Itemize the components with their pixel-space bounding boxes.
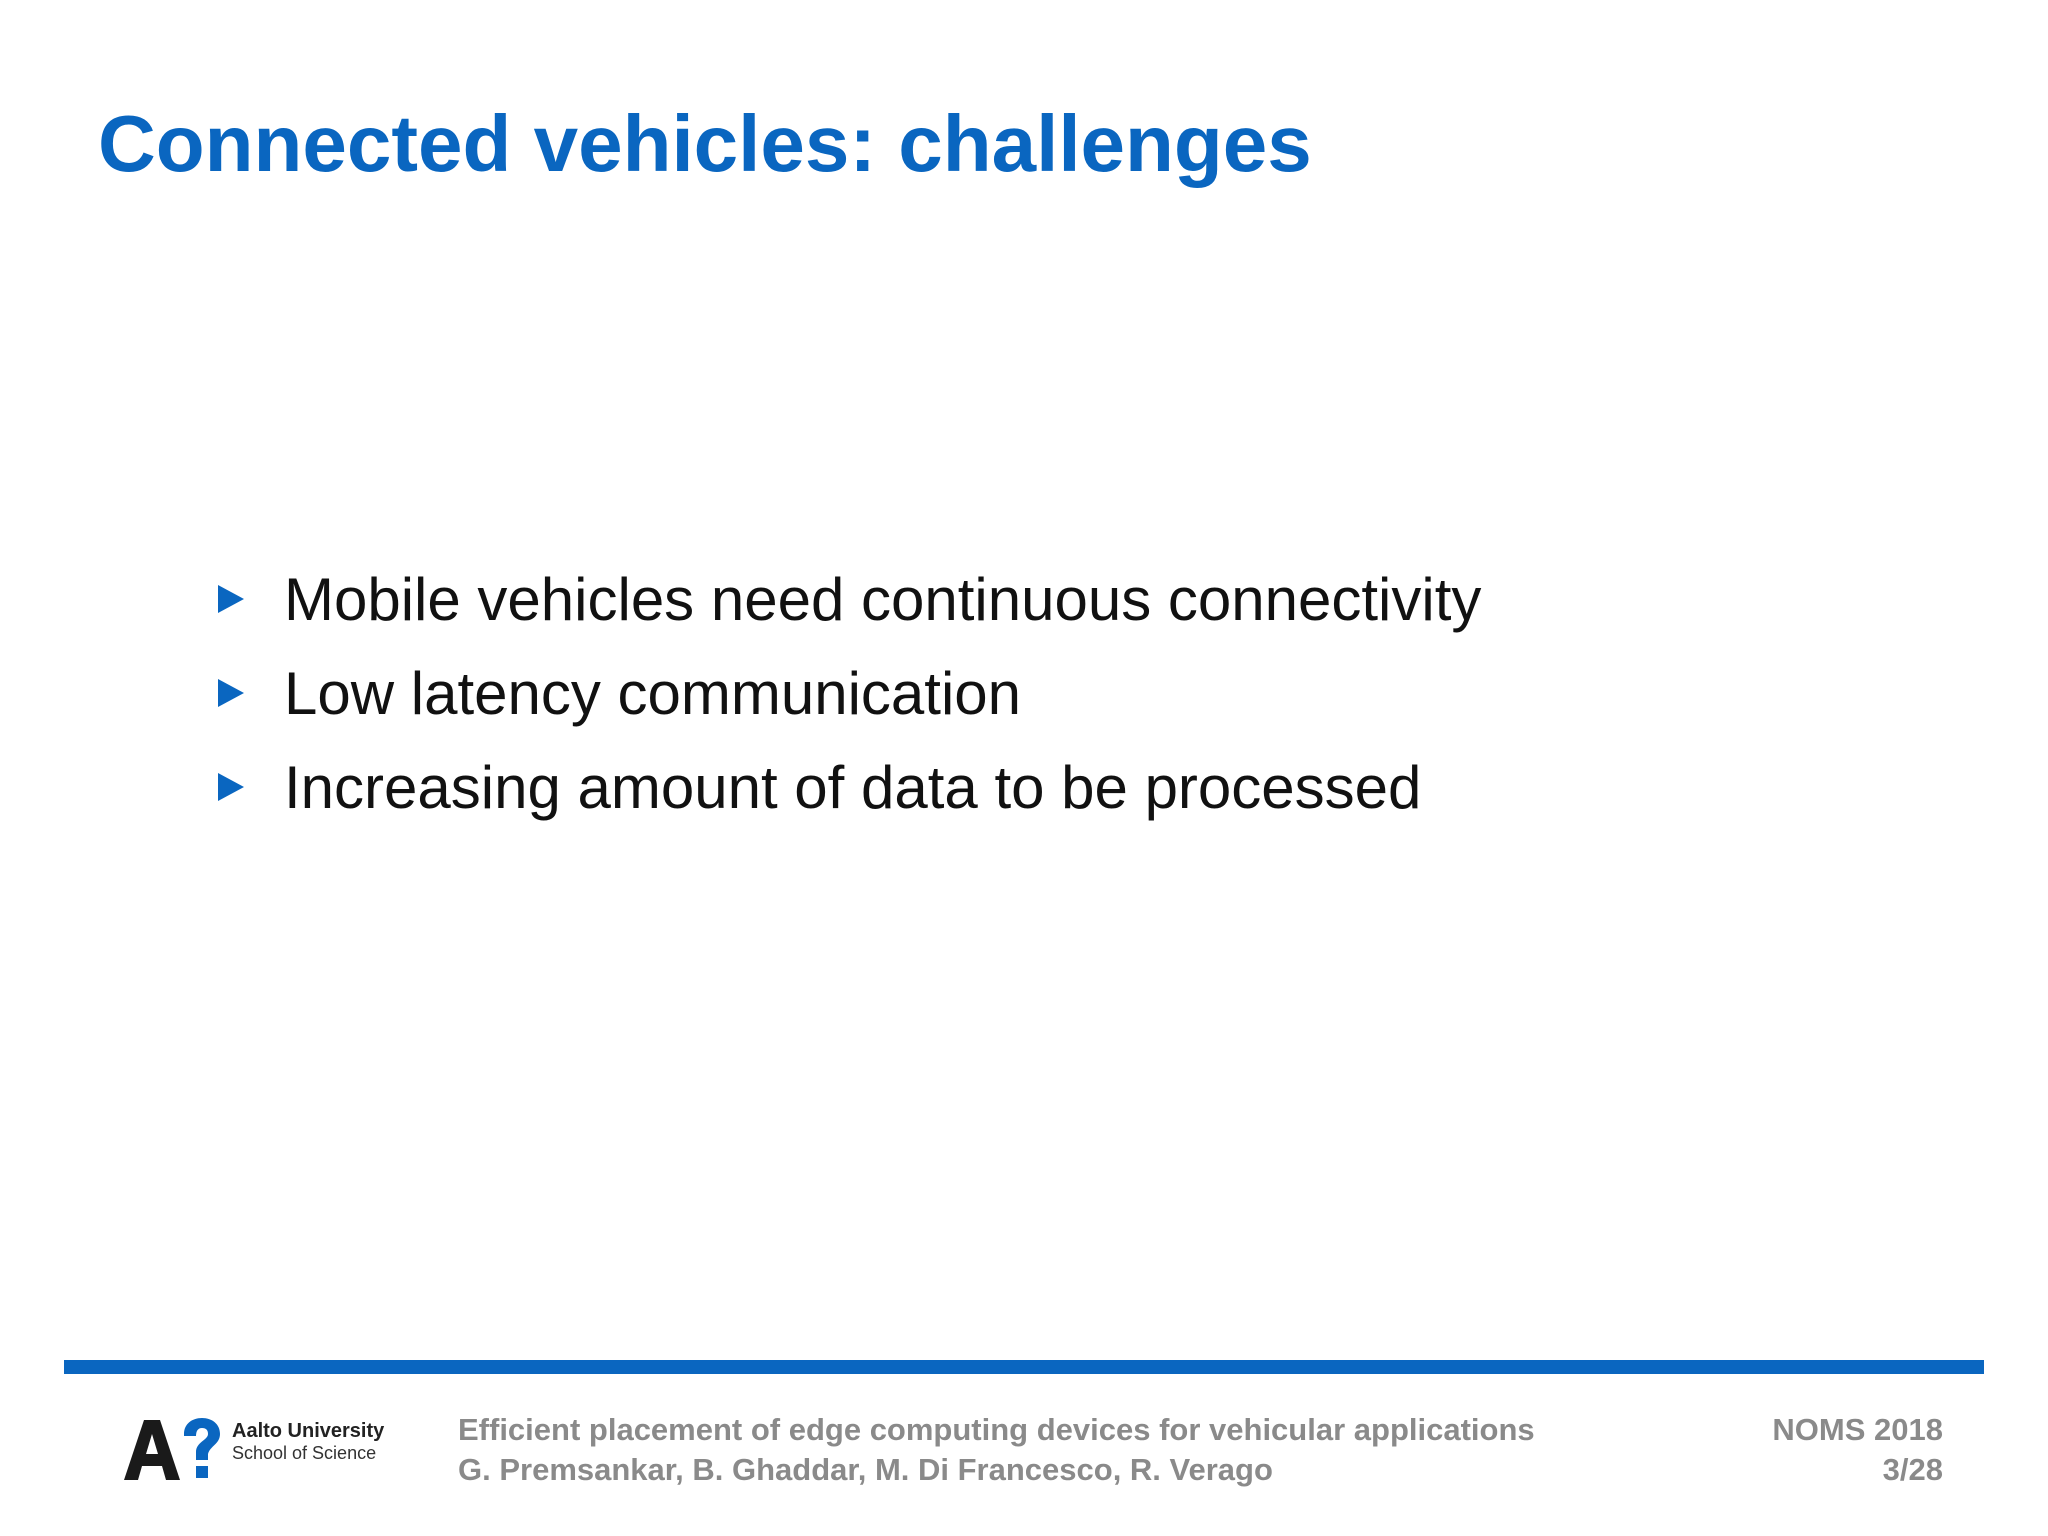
page-number: 3/28 — [1882, 1452, 1943, 1487]
bullet-list — [218, 552, 1481, 834]
bullet-text: Mobile vehicles need continuous connectivity — [284, 565, 1482, 633]
bullet-item — [218, 646, 1481, 740]
triangle-right-icon — [218, 773, 244, 801]
slide-title: Connected vehicles: challenges — [98, 99, 1312, 188]
triangle-right-icon — [218, 679, 244, 707]
triangle-right-icon — [218, 585, 244, 613]
presentation-title: Efficient placement of edge computing devices for vehicular applications — [458, 1412, 1535, 1447]
authors: G. Premsankar, B. Ghaddar, M. Di Francesco, R. Verago — [458, 1452, 1273, 1487]
institution-name: Aalto University — [232, 1420, 385, 1442]
bullet-item — [218, 552, 1481, 646]
institution-school: School of Science — [232, 1443, 377, 1463]
aalto-logo-icon — [124, 1418, 220, 1482]
footer-meta — [1772, 1410, 1943, 1490]
conference-name: NOMS 2018 — [1772, 1412, 1943, 1447]
institution-block — [232, 1420, 384, 1464]
bullet-item — [218, 740, 1481, 834]
footer-divider — [64, 1360, 1984, 1374]
bullet-text: Low latency communication — [284, 659, 1022, 727]
footer-info — [458, 1410, 1535, 1490]
bullet-text: Increasing amount of data to be processed — [284, 753, 1422, 821]
